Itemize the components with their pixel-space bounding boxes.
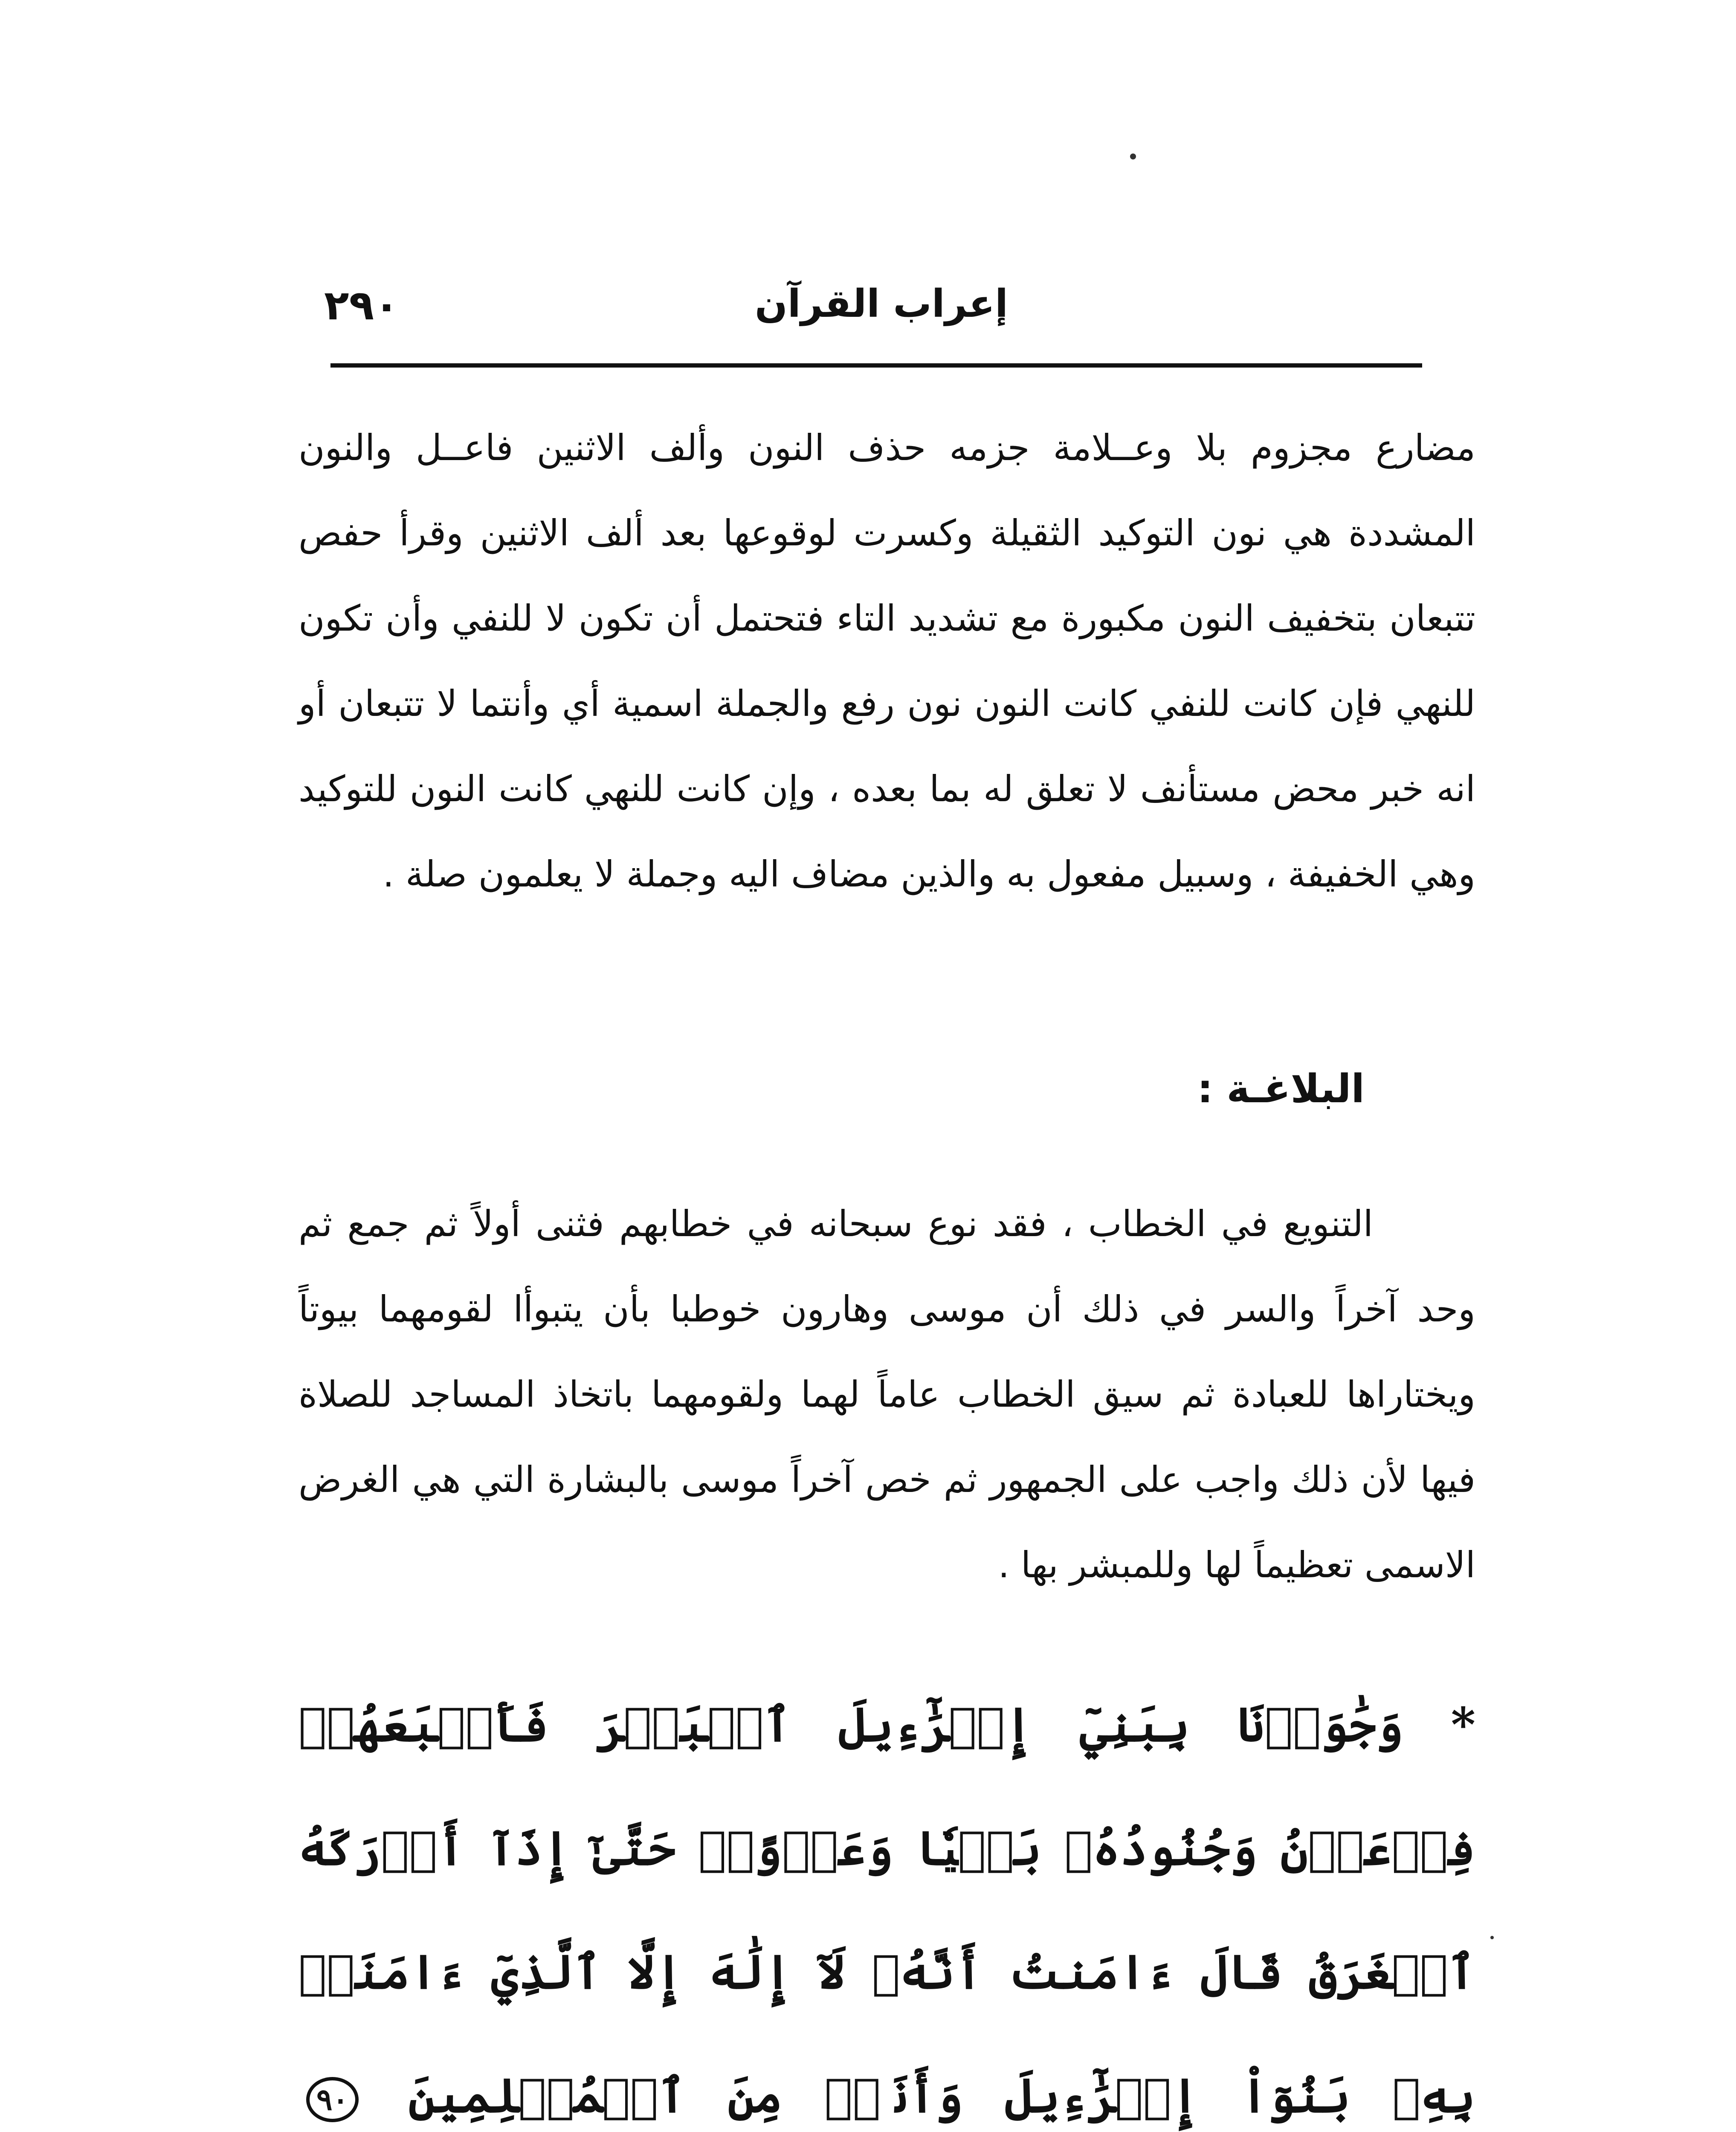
verse-part-1: وَجَٰوَزۡنَا بِبَنِيٓ إِسۡرَٰٓءِيلَ ٱلۡبَحۡرَ فَأَتۡبَعَهُمۡ فِرۡعَوۡنُ وَجُنُودُهُۥ بَغۡيٗا وَعَدۡوًاۖ حَتَّىٰٓ إِذَآ أَدۡرَكَهُ ٱلۡغَرَقُ قَالَ ءَامَنتُ أَنَّهُۥ لَآ إِلَٰهَ إِلَّا ٱلَّذِيٓ ءَامَنَتۡ بِهِۦ بَنُوٓاْ إِسۡرَٰٓءِيلَ وَأَنَا۠ مِنَ ٱلۡمُسۡلِمِينَ [299, 1697, 1476, 2123]
quran-verse [299, 1663, 1475, 2132]
running-title: إعراب القرآن [755, 281, 1009, 326]
grammar-paragraph: مضارع مجزوم بلا وعــلامة جزمه حذف النون وألف الاثنين فاعــل والنون المشددة هي نون التوكيد الثقيلة وكسرت لوقوعها بعد ألف الاثنين وقرأ حفص تتبعان بتخفيف النون مكبورة مع تشديد التاء فتحتمل أن تكون لا للنفي وأن تكون للنهي فإن كانت للنفي كانت النون نون رفع والجملة اسمية أي وأنتما لا تتبعان أو انه خبر محض مستأنف لا تعلق له بما بعده ، وإن كانت للنهي كانت النون للتوكيد وهي الخفيفة ، وسبيل مفعول به والذين مضاف اليه وجملة لا يعلمون صلة . [299, 427, 1475, 895]
rhetoric-paragraph: التنويع في الخطاب ، فقد نوع سبحانه في خطابهم فثنى أولاً ثم جمع ثم وحد آخراً والسر في ذلك أن موسى وهارون خوطبا بأن يتبوأا لقومهما بيوتاً ويختاراها للعبادة ثم سيق الخطاب عاماً لهما ولقومهما باتخاذ المساجد للصلاة فيها لأن ذلك واجب على الجمهور ثم خص آخراً موسى بالبشارة التي هي الغرض الاسمى تعظيماً لها وللمبشر بها . [299, 1203, 1475, 1586]
page-number: ٢٩٠ [324, 281, 399, 329]
page-header [324, 281, 1416, 333]
ayah-number-90: ٩٠ [306, 2077, 359, 2122]
verse-star: * [1451, 1697, 1476, 1752]
section-heading: البلاغـة : [1197, 1066, 1365, 1112]
scan-speck [1130, 154, 1136, 159]
header-rule [330, 363, 1422, 368]
scan-speck [1490, 1936, 1494, 1939]
